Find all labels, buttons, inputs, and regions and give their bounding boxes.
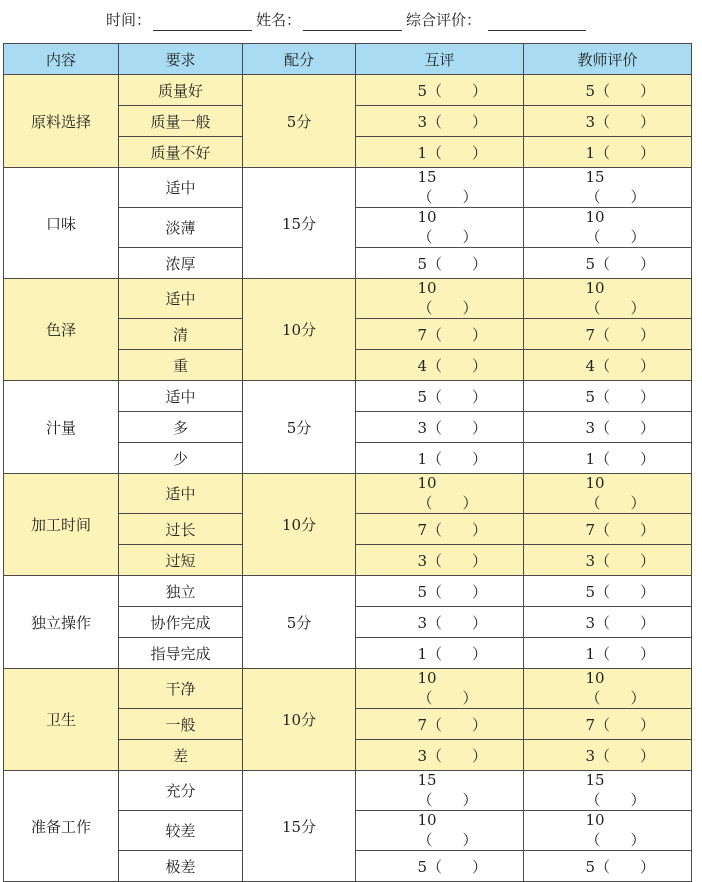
teacher-eval-cell[interactable] [524, 607, 692, 638]
requirement-cell: 淡薄 [119, 208, 243, 248]
peer-eval-cell[interactable] [356, 319, 524, 350]
peer-eval-cell[interactable] [356, 545, 524, 576]
peer-score-text: 10（ ） [417, 474, 478, 512]
teacher-score-text: 3（ ） [585, 551, 656, 570]
teacher-score-text: 1（ ） [585, 644, 656, 663]
requirement-cell: 质量不好 [119, 137, 243, 168]
peer-eval-cell[interactable] [356, 412, 524, 443]
header-row [4, 44, 692, 75]
teacher-score-text: 7（ ） [585, 325, 656, 344]
requirement-cell: 浓厚 [119, 248, 243, 279]
header-teacher-eval: 教师评价 [524, 44, 692, 75]
teacher-score-text: 7（ ） [585, 715, 656, 734]
teacher-score-text: 4（ ） [585, 356, 656, 375]
teacher-score-text: 3（ ） [585, 112, 656, 131]
teacher-score-text: 3（ ） [585, 746, 656, 765]
peer-score-text: 10（ ） [417, 279, 478, 317]
teacher-eval-cell[interactable] [524, 669, 692, 709]
teacher-score-text: 5（ ） [585, 387, 656, 406]
header-peer-eval: 互评 [356, 44, 524, 75]
teacher-score-text: 10（ ） [585, 279, 646, 317]
name-field[interactable] [303, 30, 402, 31]
teacher-eval-cell[interactable] [524, 168, 692, 208]
peer-eval-cell[interactable] [356, 851, 524, 882]
teacher-eval-cell[interactable] [524, 545, 692, 576]
name-label: 姓名： [256, 11, 302, 29]
category-cell: 独立操作 [4, 576, 119, 669]
overall-eval-label: 综合评价： [406, 11, 482, 29]
teacher-eval-cell[interactable] [524, 208, 692, 248]
teacher-score-text: 3（ ） [585, 613, 656, 632]
teacher-score-text: 1（ ） [585, 449, 656, 468]
teacher-eval-cell[interactable] [524, 474, 692, 514]
form-header [0, 0, 702, 40]
teacher-eval-cell[interactable] [524, 851, 692, 882]
header-content: 内容 [4, 44, 119, 75]
peer-eval-cell[interactable] [356, 576, 524, 607]
peer-eval-cell[interactable] [356, 279, 524, 319]
teacher-score-text: 15（ ） [585, 168, 646, 206]
teacher-eval-cell[interactable] [524, 638, 692, 669]
peer-score-text: 3（ ） [417, 551, 488, 570]
table-row [4, 279, 692, 319]
teacher-eval-cell[interactable] [524, 771, 692, 811]
peer-score-text: 5（ ） [417, 582, 488, 601]
category-cell: 色泽 [4, 279, 119, 381]
peer-score-text: 10（ ） [417, 811, 478, 849]
requirement-cell: 协作完成 [119, 607, 243, 638]
requirement-cell: 适中 [119, 168, 243, 208]
peer-score-text: 1（ ） [417, 143, 488, 162]
teacher-eval-cell[interactable] [524, 279, 692, 319]
header-points: 配分 [243, 44, 356, 75]
requirement-cell: 过长 [119, 514, 243, 545]
time-label: 时间： [106, 11, 152, 29]
peer-eval-cell[interactable] [356, 638, 524, 669]
peer-score-text: 5（ ） [417, 254, 488, 273]
points-cell: 15分 [243, 771, 356, 882]
teacher-score-text: 10（ ） [585, 474, 646, 512]
category-cell: 加工时间 [4, 474, 119, 576]
teacher-score-text: 1（ ） [585, 143, 656, 162]
requirement-cell: 适中 [119, 279, 243, 319]
peer-score-text: 3（ ） [417, 418, 488, 437]
teacher-score-text: 10（ ） [585, 208, 646, 246]
table-row [4, 576, 692, 607]
peer-eval-cell[interactable] [356, 381, 524, 412]
requirement-cell: 较差 [119, 811, 243, 851]
requirement-cell: 清 [119, 319, 243, 350]
points-cell: 5分 [243, 75, 356, 168]
requirement-cell: 独立 [119, 576, 243, 607]
peer-eval-cell[interactable] [356, 740, 524, 771]
peer-score-text: 1（ ） [417, 449, 488, 468]
peer-score-text: 5（ ） [417, 81, 488, 100]
requirement-cell: 质量好 [119, 75, 243, 106]
peer-score-text: 1（ ） [417, 644, 488, 663]
teacher-eval-cell[interactable] [524, 740, 692, 771]
peer-score-text: 10（ ） [417, 669, 478, 707]
overall-eval-field[interactable] [488, 30, 586, 31]
points-cell: 10分 [243, 669, 356, 771]
points-cell: 5分 [243, 381, 356, 474]
teacher-score-text: 5（ ） [585, 254, 656, 273]
peer-eval-cell[interactable] [356, 443, 524, 474]
peer-score-text: 10（ ） [417, 208, 478, 246]
peer-score-text: 7（ ） [417, 715, 488, 734]
peer-eval-cell[interactable] [356, 75, 524, 106]
requirement-cell: 质量一般 [119, 106, 243, 137]
requirement-cell: 干净 [119, 669, 243, 709]
table-row [4, 75, 692, 106]
teacher-eval-cell[interactable] [524, 75, 692, 106]
peer-score-text: 7（ ） [417, 520, 488, 539]
table-row [4, 381, 692, 412]
teacher-score-text: 15（ ） [585, 771, 646, 809]
time-field[interactable] [153, 30, 252, 31]
category-cell: 汁量 [4, 381, 119, 474]
teacher-eval-cell[interactable] [524, 106, 692, 137]
peer-eval-cell[interactable] [356, 208, 524, 248]
teacher-eval-cell[interactable] [524, 137, 692, 168]
requirement-cell: 过短 [119, 545, 243, 576]
teacher-eval-cell[interactable] [524, 350, 692, 381]
category-cell: 口味 [4, 168, 119, 279]
teacher-score-text: 5（ ） [585, 857, 656, 876]
category-cell: 准备工作 [4, 771, 119, 882]
requirement-cell: 适中 [119, 381, 243, 412]
category-cell: 卫生 [4, 669, 119, 771]
table-row [4, 771, 692, 811]
peer-eval-cell[interactable] [356, 474, 524, 514]
teacher-score-text: 5（ ） [585, 582, 656, 601]
peer-score-text: 3（ ） [417, 746, 488, 765]
teacher-score-text: 10（ ） [585, 811, 646, 849]
peer-score-text: 3（ ） [417, 112, 488, 131]
points-cell: 10分 [243, 279, 356, 381]
teacher-score-text: 5（ ） [585, 81, 656, 100]
peer-eval-cell[interactable] [356, 771, 524, 811]
peer-eval-cell[interactable] [356, 248, 524, 279]
table-row [4, 168, 692, 208]
peer-eval-cell[interactable] [356, 106, 524, 137]
teacher-eval-cell[interactable] [524, 248, 692, 279]
requirement-cell: 充分 [119, 771, 243, 811]
peer-score-text: 15（ ） [417, 168, 478, 206]
teacher-score-text: 3（ ） [585, 418, 656, 437]
teacher-score-text: 7（ ） [585, 520, 656, 539]
requirement-cell: 差 [119, 740, 243, 771]
peer-score-text: 4（ ） [417, 356, 488, 375]
points-cell: 10分 [243, 474, 356, 576]
requirement-cell: 指导完成 [119, 638, 243, 669]
peer-score-text: 7（ ） [417, 325, 488, 344]
peer-score-text: 3（ ） [417, 613, 488, 632]
peer-eval-cell[interactable] [356, 137, 524, 168]
teacher-eval-cell[interactable] [524, 381, 692, 412]
teacher-eval-cell[interactable] [524, 412, 692, 443]
peer-eval-cell[interactable] [356, 168, 524, 208]
category-cell: 原料选择 [4, 75, 119, 168]
peer-eval-cell[interactable] [356, 811, 524, 851]
points-cell: 5分 [243, 576, 356, 669]
requirement-cell: 适中 [119, 474, 243, 514]
header-requirement: 要求 [119, 44, 243, 75]
requirement-cell: 极差 [119, 851, 243, 882]
teacher-eval-cell[interactable] [524, 709, 692, 740]
requirement-cell: 少 [119, 443, 243, 474]
points-cell: 15分 [243, 168, 356, 279]
peer-eval-cell[interactable] [356, 669, 524, 709]
peer-eval-cell[interactable] [356, 709, 524, 740]
requirement-cell: 重 [119, 350, 243, 381]
teacher-eval-cell[interactable] [524, 514, 692, 545]
table-row [4, 669, 692, 709]
table-row [4, 474, 692, 514]
requirement-cell: 一般 [119, 709, 243, 740]
peer-score-text: 15（ ） [417, 771, 478, 809]
peer-eval-cell[interactable] [356, 514, 524, 545]
peer-eval-cell[interactable] [356, 350, 524, 381]
peer-score-text: 5（ ） [417, 387, 488, 406]
requirement-cell: 多 [119, 412, 243, 443]
teacher-eval-cell[interactable] [524, 576, 692, 607]
teacher-eval-cell[interactable] [524, 811, 692, 851]
teacher-eval-cell[interactable] [524, 443, 692, 474]
peer-score-text: 5（ ） [417, 857, 488, 876]
teacher-eval-cell[interactable] [524, 319, 692, 350]
teacher-score-text: 10（ ） [585, 669, 646, 707]
evaluation-table [3, 43, 692, 882]
peer-eval-cell[interactable] [356, 607, 524, 638]
